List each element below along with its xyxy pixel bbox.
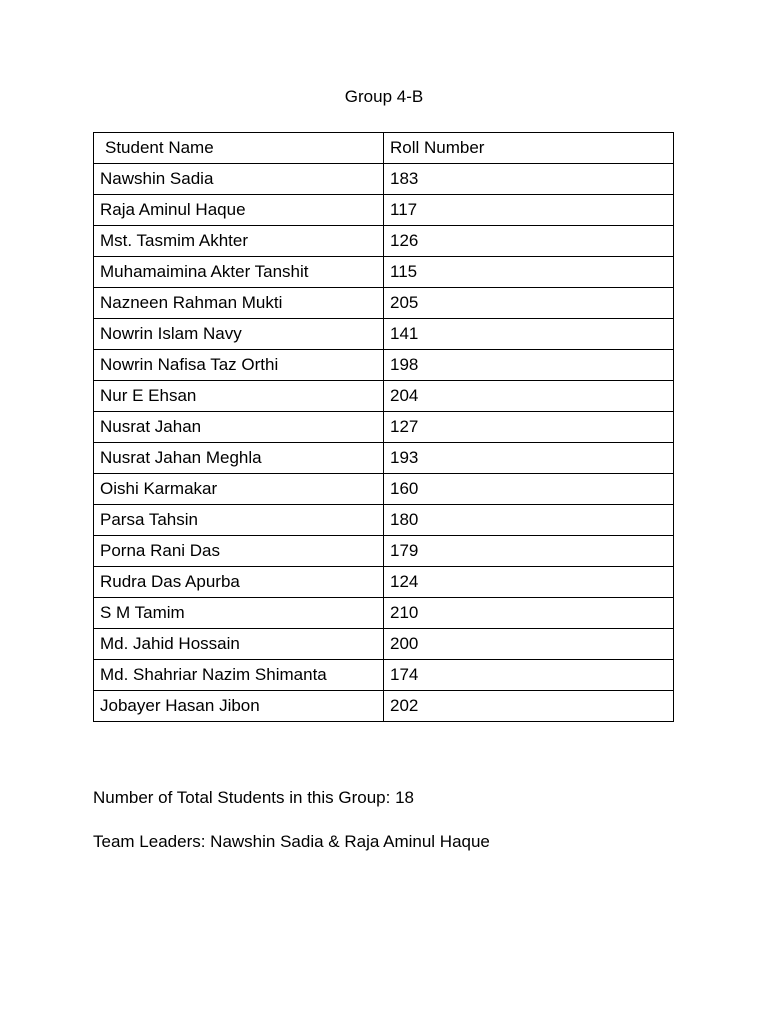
student-name-cell: Md. Shahriar Nazim Shimanta (94, 660, 384, 691)
student-name-cell: Porna Rani Das (94, 536, 384, 567)
table-row (94, 443, 674, 474)
table-row (94, 350, 674, 381)
table-row (94, 629, 674, 660)
column-header-student-name: Student Name (94, 133, 384, 164)
roll-number-cell: 141 (384, 319, 674, 350)
student-name-cell: Raja Aminul Haque (94, 195, 384, 226)
roll-number-cell: 202 (384, 691, 674, 722)
student-name-cell: Nazneen Rahman Mukti (94, 288, 384, 319)
roll-number-cell: 174 (384, 660, 674, 691)
team-leaders-text: Team Leaders: Nawshin Sadia & Raja Aminul Haque (93, 832, 490, 851)
roll-number-cell: 198 (384, 350, 674, 381)
table-row (94, 164, 674, 195)
student-name-cell: Nusrat Jahan (94, 412, 384, 443)
table-row (94, 598, 674, 629)
student-name-cell: Oishi Karmakar (94, 474, 384, 505)
roll-number-cell: 183 (384, 164, 674, 195)
roll-number-cell: 210 (384, 598, 674, 629)
table-row (94, 474, 674, 505)
table-row (94, 536, 674, 567)
student-name-cell: Rudra Das Apurba (94, 567, 384, 598)
roll-number-cell: 126 (384, 226, 674, 257)
table-row (94, 381, 674, 412)
roll-number-cell: 117 (384, 195, 674, 226)
student-name-cell: Nawshin Sadia (94, 164, 384, 195)
student-name-cell: Muhamaimina Akter Tanshit (94, 257, 384, 288)
roll-number-cell: 205 (384, 288, 674, 319)
roll-number-cell: 200 (384, 629, 674, 660)
roll-number-cell: 127 (384, 412, 674, 443)
table-row (94, 226, 674, 257)
table-row (94, 288, 674, 319)
table-row (94, 257, 674, 288)
table-row (94, 567, 674, 598)
student-table (93, 132, 674, 722)
table-row (94, 660, 674, 691)
roll-number-cell: 115 (384, 257, 674, 288)
student-name-cell: Nowrin Islam Navy (94, 319, 384, 350)
student-name-cell: Nur E Ehsan (94, 381, 384, 412)
student-name-cell: S M Tamim (94, 598, 384, 629)
roll-number-cell: 193 (384, 443, 674, 474)
student-name-cell: Mst. Tasmim Akhter (94, 226, 384, 257)
table-row (94, 195, 674, 226)
table-row (94, 319, 674, 350)
student-name-cell: Nowrin Nafisa Taz Orthi (94, 350, 384, 381)
student-name-cell: Nusrat Jahan Meghla (94, 443, 384, 474)
table-row (94, 691, 674, 722)
page-title: Group 4-B (344, 87, 424, 106)
column-header-roll-number: Roll Number (384, 133, 674, 164)
roll-number-cell: 204 (384, 381, 674, 412)
student-name-cell: Md. Jahid Hossain (94, 629, 384, 660)
student-name-cell: Jobayer Hasan Jibon (94, 691, 384, 722)
roll-number-cell: 180 (384, 505, 674, 536)
roll-number-cell: 160 (384, 474, 674, 505)
table-row (94, 412, 674, 443)
roll-number-cell: 124 (384, 567, 674, 598)
student-name-cell: Parsa Tahsin (94, 505, 384, 536)
table-header-row (94, 133, 674, 164)
table-row (94, 505, 674, 536)
total-students-text: Number of Total Students in this Group: 18 (93, 788, 414, 807)
roll-number-cell: 179 (384, 536, 674, 567)
